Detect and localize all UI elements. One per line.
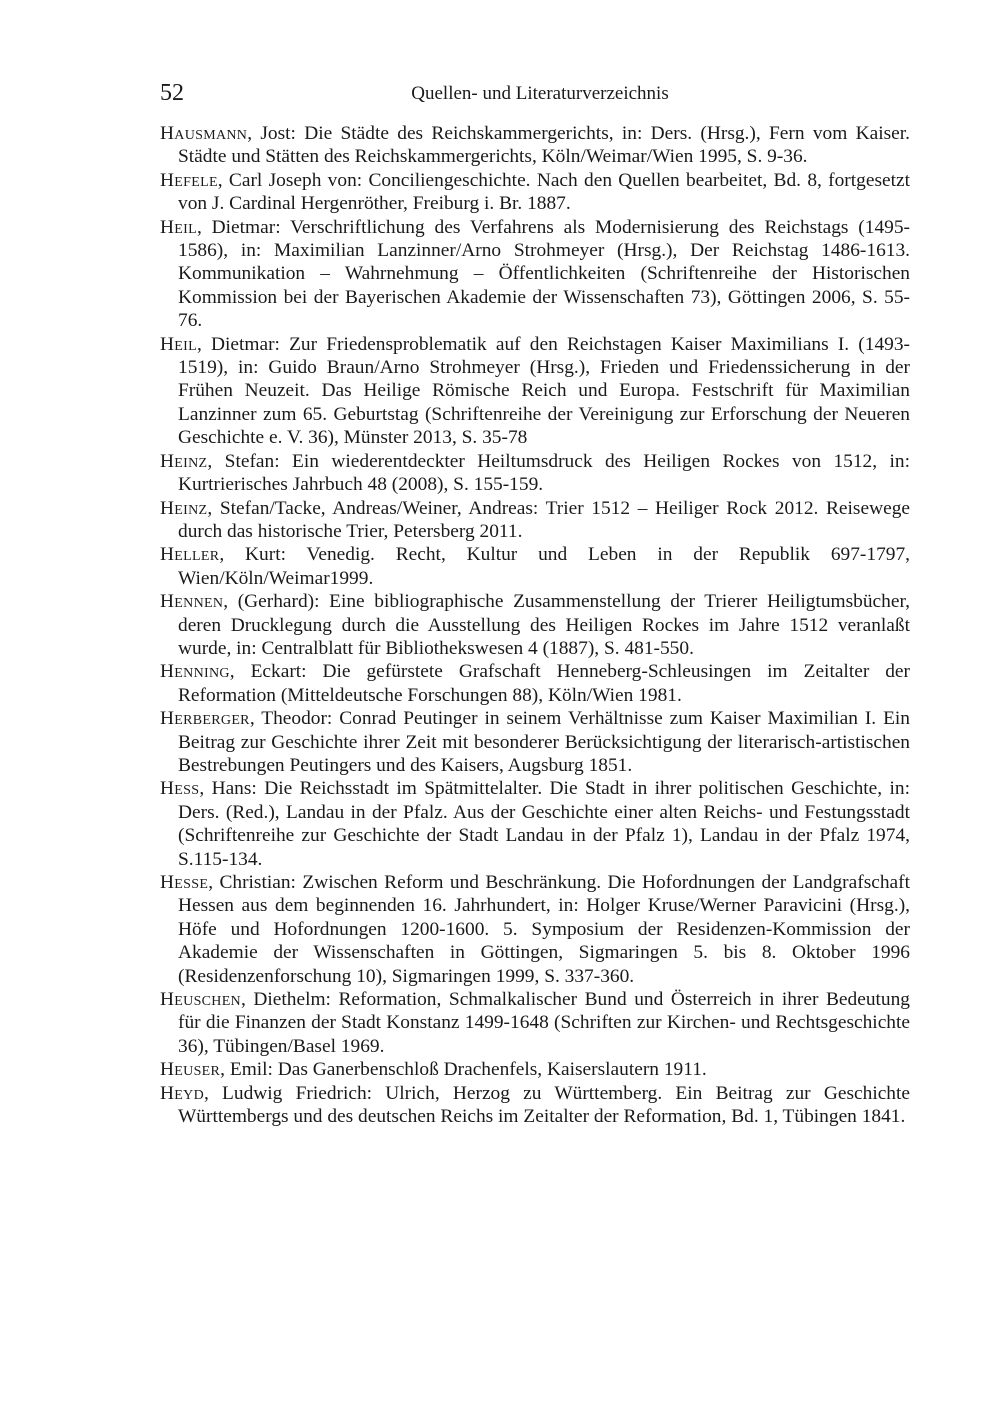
entry-text: , Diethelm: Reformation, Schmalkalischer Bund und Österreich in ihrer Bedeutung für die Finanzen der Stadt Konstanz 1499-1648 (Schriften zur Kirchen- und Rechtsgeschichte 36), Tübingen/Basel 1969. <box>178 989 910 1057</box>
bibliography-entry <box>160 169 910 216</box>
bibliography-entry <box>160 497 910 544</box>
entry-author: Heinz <box>160 450 208 472</box>
running-title: Quellen- und Literaturverzeichnis <box>411 83 669 104</box>
entry-text: , Dietmar: Zur Friedensproblematik auf den Reichstagen Kaiser Maximilians I. (1493-1519), in: Guido Braun/Arno Strohmeyer (Hrsg.), Frieden und Friedenssicherung in der Frühen Neuzeit. Das Heilige Römische Reich und Europa. Festschrift für Maximilian Lanzinner zum 65. Geburtstag (Schriftenreihe der Vereinigung zur Erforschung der Neueren Geschichte e. V. 36), Münster 2013, S. 35-78 <box>178 333 910 449</box>
bibliography-entry <box>160 333 910 450</box>
bibliography-entry <box>160 122 910 169</box>
entry-author: Hess <box>160 778 200 800</box>
entry-text: , Theodor: Conrad Peutinger in seinem Verhältnisse zum Kaiser Maximilian I. Ein Beitrag zur Geschichte ihrer Zeit mit besonderer Berücksichtigung der literarisch-artistischen Bestrebungen Peutingers und des Kaisers, Augsburg 1851. <box>178 708 910 776</box>
bibliography-entry <box>160 1058 910 1081</box>
entry-author: Heinz <box>160 497 208 519</box>
entry-text: , Carl Joseph von: Conciliengeschichte. Nach den Quellen bearbeitet, Bd. 8, fortgesetzt von J. Cardinal Hergenröther, Freiburg i. Br. 1887. <box>178 169 910 215</box>
page-header <box>160 78 910 108</box>
entry-author: Heuser <box>160 1059 221 1081</box>
entry-author: Hennen <box>160 591 224 613</box>
bibliography-entry <box>160 871 910 988</box>
entry-text: , Eckart: Die gefürstete Grafschaft Henneberg-Schleusingen im Zeitalter der Reformation (Mitteldeutsche Forschungen 88), Köln/Wien 1981. <box>178 661 910 706</box>
entry-text: , Christian: Zwischen Reform und Beschränkung. Die Hofordnungen der Landgrafschaft Hessen aus dem beginnenden 16. Jahrhundert, in: Holger Kruse/Werner Paravicini (Hrsg.), Höfe und Hofordnungen 1200-1600. 5. Symposium der Residenzen-Kommission der Akademie der Wissenschaften in Göttingen, Sigmaringen 5. bis 8. Oktober 1996 (Residenzenforschung 10), Sigmaringen 1999, S. 337-360. <box>178 872 910 987</box>
bibliography-entry <box>160 450 910 497</box>
bibliography-entry <box>160 590 910 660</box>
entry-author: Hesse <box>160 872 209 893</box>
entry-author: Heller <box>160 544 220 566</box>
entry-text: , Emil: Das Ganerbenschloß Drachenfels, Kaiserslautern 1911. <box>220 1059 707 1081</box>
bibliography-entry <box>160 216 910 333</box>
bibliography-entry <box>160 988 910 1058</box>
entry-author: Heil <box>160 216 197 238</box>
entry-author: Heil <box>160 333 197 355</box>
entry-author: Herberger <box>160 708 250 730</box>
entry-text: , Dietmar: Verschriftlichung des Verfahrens als Modernisierung des Reichstags (1495-1586), in: Maximilian Lanzinner/Arno Strohmeyer (Hrsg.), Der Reichstag 1486-1613. Kommunikation – Wahrnehmung – Öffentlichkeiten (Schriftenreihe der Historischen Kommission bei der Bayerischen Akademie der Wissenschaften 73), Göttingen 2006, S. 55-76. <box>178 216 910 332</box>
entry-author: Heyd <box>160 1082 204 1104</box>
entry-text: , Jost: Die Städte des Reichskammergerichts, in: Ders. (Hrsg.), Fern vom Kaiser. Städte und Stätten des Reichskammergerichts, Köln/Weimar/Wien 1995, S. 9-36. <box>178 123 910 168</box>
entry-text: , (Gerhard): Eine bibliographische Zusammenstellung der Trierer Heiligtumsbücher, deren Drucklegung durch die Ausstellung des Heiligen Rockes im Jahre 1512 veranlaßt wurde, in: Centralblatt für Bibliothekswesen 4 (1887), S. 481-550. <box>178 591 910 659</box>
entry-text: , Stefan: Ein wiederentdeckter Heiltumsdruck des Heiligen Rockes von 1512, in: Kurtrierisches Jahrbuch 48 (2008), S. 155-159. <box>178 450 910 496</box>
page-number: 52 <box>160 80 184 106</box>
entry-text: , Stefan/Tacke, Andreas/Weiner, Andreas: Trier 1512 – Heiliger Rock 2012. Reisewege durch das historische Trier, Petersberg 2011. <box>178 497 910 542</box>
entry-author: Henning <box>160 661 230 683</box>
bibliography-entry <box>160 1082 910 1129</box>
bibliography-list <box>160 122 910 1128</box>
bibliography-entry <box>160 707 910 777</box>
entry-text: , Hans: Die Reichsstadt im Spätmittelalter. Die Stadt in ihrer politischen Geschichte, in: Ders. (Red.), Landau in der Pfalz. Aus der Geschichte einer alten Reichs- und Festungsstadt (Schriftenreihe zur Geschichte der Stadt Landau in der Pfalz 1), Landau in der Pfalz 1974, S.115-134. <box>178 778 910 870</box>
bibliography-entry <box>160 543 910 590</box>
entry-author: Heuschen <box>160 989 241 1011</box>
entry-text: , Ludwig Friedrich: Ulrich, Herzog zu Württemberg. Ein Beitrag zur Geschichte Württembergs und des deutschen Reichs im Zeitalter der Reformation, Bd. 1, Tübingen 1841. <box>178 1082 910 1128</box>
entry-author: Hausmann <box>160 123 248 144</box>
bibliography-entry <box>160 777 910 871</box>
entry-author: Hefele <box>160 169 218 191</box>
bibliography-entry <box>160 660 910 707</box>
entry-text: , Kurt: Venedig. Recht, Kultur und Leben in der Republik 697-1797, Wien/Köln/Weimar1999. <box>178 544 910 589</box>
